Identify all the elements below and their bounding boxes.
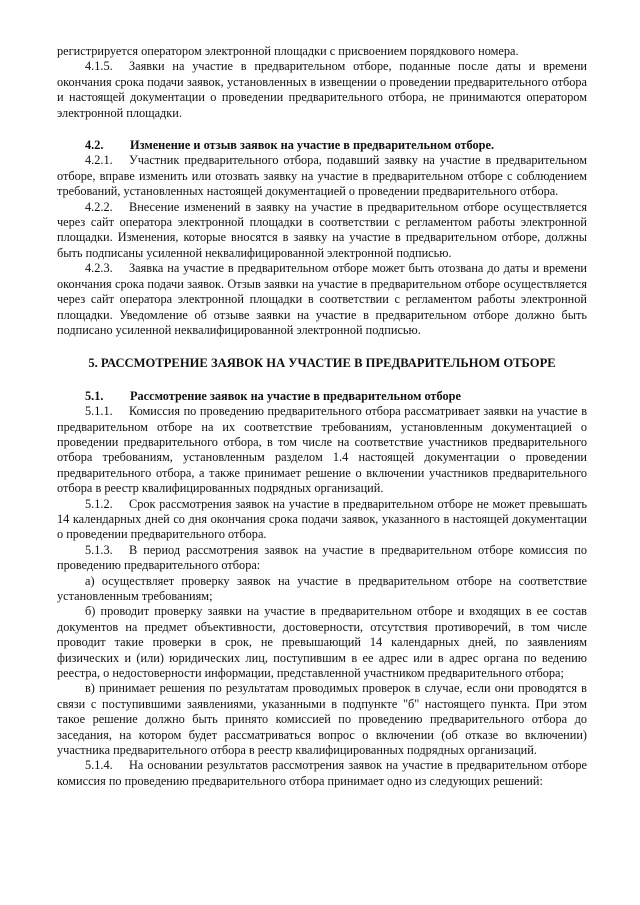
- paragraph-number: 5.1.4.: [85, 758, 113, 773]
- paragraph-number: 5.1.3.: [85, 542, 113, 557]
- heading-text: Рассмотрение заявок на участие в предварительном отборе: [130, 388, 461, 403]
- paragraph-5-1-4: [57, 758, 587, 789]
- paragraph-4-2-3: [57, 261, 587, 338]
- section-5-title: 5. РАССМОТРЕНИЕ ЗАЯВОК НА УЧАСТИЕ В ПРЕДВАРИТЕЛЬНОМ ОТБОРЕ: [88, 356, 556, 371]
- heading-4-2: [57, 138, 587, 153]
- list-item-b: б) проводит проверку заявки на участие в предварительном отборе и входящих в ее состав документов на предмет объективности, достоверности, отсутствия противоречий, в том числе проводит такие проверки в срок, не превышающий 14 календарных дней, по заявлениям физических и (или) юридических лиц, поступившим в ее адрес или в адрес органа по ведению реестра, о недостоверности информации, представленной участником предварительного отбора;: [57, 604, 587, 681]
- paragraph-number: 4.2.1.: [85, 153, 113, 168]
- paragraph-5-1-2: [57, 497, 587, 543]
- paragraph-4-2-2: [57, 200, 587, 262]
- heading-number: 4.2.: [85, 138, 104, 153]
- paragraph-4-2-1: [57, 153, 587, 199]
- paragraph-text: Участник предварительного отбора, подавший заявку на участие в предварительном отборе, вправе изменить или отозвать заявку на участие в предварительном отборе с соблюдением требований, установленных настоящей документацией о проведении предварительного отбора.: [57, 153, 587, 199]
- heading-text: Изменение и отзыв заявок на участие в предварительном отборе.: [130, 138, 495, 153]
- paragraph-text: Заявка на участие в предварительном отборе может быть отозвана до даты и времени окончания срока подачи заявок. Отзыв заявки на участие в предварительном отборе осуществляется через сайт оператора электронной площадки в соответствии с регламентом работы электронной площадки. Уведомление об отзыве заявки на участие в предварительном отборе должно быть подписано усиленной неквалифицированной электронной подписью.: [57, 261, 587, 337]
- paragraph-text: Внесение изменений в заявку на участие в предварительном отборе осуществляется через сайт оператора электронной площадки в соответствии с регламентом работы электронной площадки. Изменения, которые вносятся в заявку на участие в предварительном отборе, должны быть подписаны усиленной неквалифицированной электронной подписью.: [57, 199, 587, 260]
- paragraph-text: Заявки на участие в предварительном отборе, поданные после даты и времени окончания срока подачи заявок, установленных в извещении о проведении предварительного отбора и настоящей документации о проведении предварительного отбора, не принимаются оператором электронной площадки.: [57, 59, 587, 120]
- paragraph-text: Комиссия по проведению предварительного отбора рассматривает заявки на участие в предварительном отборе на их соответствие требованиям, установленным документацией о проведении предварительного отбора, в том числе на соответствие участников предварительного отбора требованиям, установленным разделом 1.4 настоящей документации о проведении предварительного отбора, а также принимает решение о включении участников предварительного отбора в реестр квалифицированных подрядных организаций.: [57, 404, 587, 496]
- paragraph-5-1-3: [57, 543, 587, 574]
- paragraph-text: Срок рассмотрения заявок на участие в предварительном отборе не может превышать 14 календарных дней со дня окончания срока подачи заявок, указанного в настоящей документации о проведении предварительного отбора.: [57, 496, 587, 542]
- heading-number: 5.1.: [85, 388, 104, 403]
- paragraph-continuation: регистрируется оператором электронной площадки с присвоением порядкового номера.: [57, 44, 519, 58]
- paragraph-5-1-1: [57, 404, 587, 496]
- paragraph-text: На основании результатов рассмотрения заявок на участие в предварительном отборе комиссия по проведению предварительного отбора принимает одно из следующих решений:: [57, 758, 587, 788]
- paragraph-number: 5.1.1.: [85, 404, 113, 419]
- heading-5-1: [57, 389, 587, 404]
- paragraph-4-1-5: [57, 59, 587, 121]
- paragraph-number: 4.1.5.: [85, 59, 113, 74]
- list-item-a: а) осуществляет проверку заявок на участие в предварительном отборе на соответствие установленным требованиям;: [57, 573, 587, 603]
- paragraph-number: 5.1.2.: [85, 496, 113, 511]
- paragraph-number: 4.2.3.: [85, 261, 113, 276]
- list-item-c: в) принимает решения по результатам проводимых проверок в случае, если они проводятся в связи с поступившими заявлениями, указанными в подпункте "б" настоящего пункта. При этом такое решение должно быть принято комиссией по проведению предварительного отбора до заседания, на котором будет рассматриваться вопрос о включении (об отказе во включении) участника предварительного отбора в реестр квалифицированных подрядных организаций.: [57, 681, 587, 758]
- paragraph-number: 4.2.2.: [85, 199, 113, 214]
- paragraph-text: В период рассмотрения заявок на участие в предварительном отборе комиссия по проведению предварительного отбора:: [57, 542, 587, 573]
